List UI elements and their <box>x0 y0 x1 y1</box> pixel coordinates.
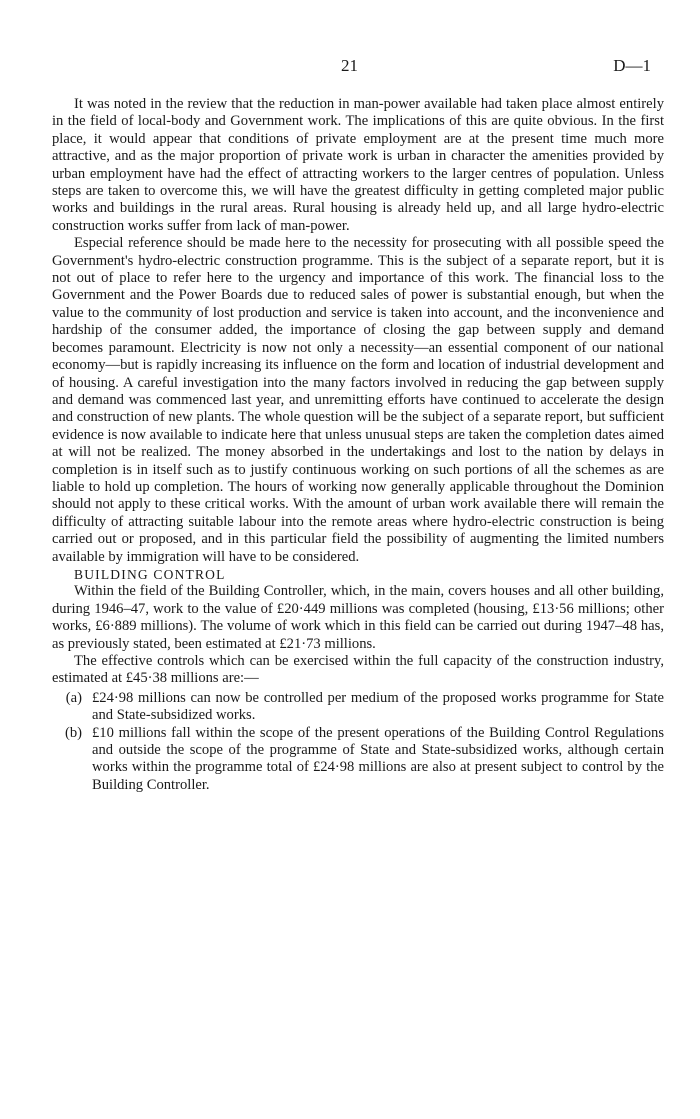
section-id: D—1 <box>613 56 651 75</box>
list-item <box>52 690 664 725</box>
list-text: £10 millions fall within the scope of the present operations of the Building Control Regulations and outside the scope of the programme of State and State-subsidized works, although certain works within the programme total of £24·98 millions are also at present subject to control by the Building Controller. <box>92 724 664 793</box>
controls-list <box>52 690 664 794</box>
paragraph-effective-controls: The effective controls which can be exercised within the full capacity of the construction industry, estimated at £45·38 millions are:— <box>52 653 664 687</box>
paragraph-building-controller: Within the field of the Building Controller, which, in the main, covers houses and all other building, during 1946–47, work to the value of £20·449 millions was completed (housing, £13·56 millions; other works, £6·889 millions). The volume of work which in this field can be carried out during 1947–48 has, as previously stated, been estimated at £21·73 millions. <box>52 583 664 652</box>
list-marker: (a) <box>65 689 82 706</box>
page-number: 21 <box>341 56 358 75</box>
paragraph-hydro-electric: Especial reference should be made here to the necessity for prosecuting with all possible speed the Government's hydro-electric construction programme. This is the subject of a separate report, but it is not out of place to refer here to the urgency and importance of this work. The financial loss to the Government and the Power Boards due to reduced sales of power is substantial enough, but when the value to the community of lost production and service is taken into account, and the inconvenience and hardship of the consumer added, the importance of closing the gap between supply and demand becomes paramount. Electricity is now not only a necessity—an essential component of our national economy—but is rapidly increasing its influence on the form and location of industrial development and of housing. A careful investigation into the many factors involved in reducing the gap between supply and demand was commenced last year, and unremitting efforts have continued to accelerate the design and construction of new plants. The whole question will be the subject of a separate report, but sufficient evidence is now available to indicate here that unless unusual steps are taken the completion dates aimed at will not be realized. The money absorbed in the undertakings and lost to the nation by delays in completion is in itself such as to justify continuous working on such portions of all the schemes as are liable to hold up completion. The hours of working now generally applicable throughout the Dominion should not apply to these critical works. With the amount of urban work available there will remain the difficulty of attracting suitable labour into the remote areas where hydro-electric construction is being carried out or proposed, and in this particular field the possibility of augmenting the limited numbers available by immigration will have to be considered. <box>52 235 664 565</box>
list-item <box>52 725 664 795</box>
list-text: £24·98 millions can now be controlled per medium of the proposed works programme for State and State-subsidized works. <box>92 689 664 724</box>
list-marker: (b) <box>64 724 82 741</box>
section-heading-building-control: BUILDING CONTROL <box>74 566 226 582</box>
body-text <box>52 96 664 794</box>
page-header <box>0 56 700 78</box>
paragraph-manpower: It was noted in the review that the reduction in man-power available had taken place almost entirely in the field of local-body and Government work. The implications of this are quite obvious. In the first place, it would appear that conditions of private employment are at the present time much more attractive, and as the major proportion of private work is urban in character the amenities provided by urban employment have had the effect of attracting workers to the larger centres of population. Unless steps are taken to overcome this, we will have the greatest difficulty in getting completed major public works and buildings in the rural areas. Rural housing is already held up, and all large hydro-electric construction works suffer from lack of man-power. <box>52 96 664 234</box>
